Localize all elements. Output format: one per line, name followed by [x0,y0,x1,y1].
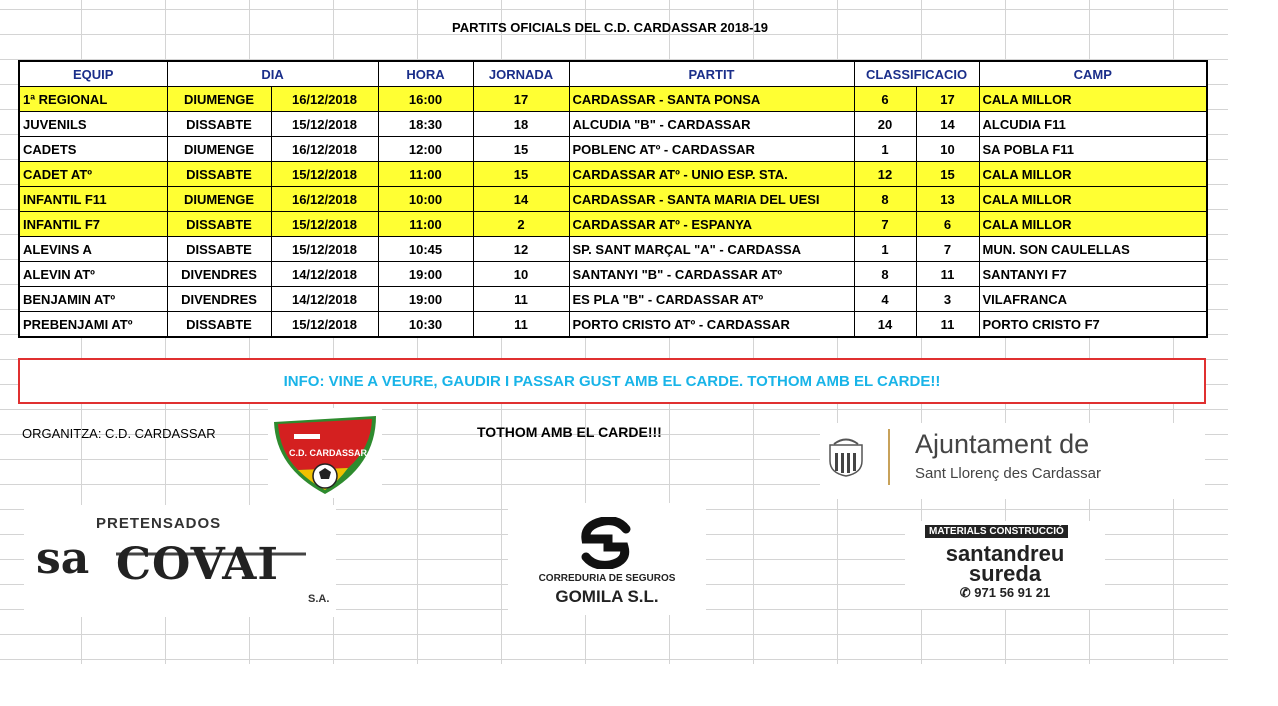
cell-classificacio-1: 8 [854,187,916,212]
cell-camp: CALA MILLOR [979,187,1207,212]
cell-dia: DISSABTE [167,237,271,262]
cell-camp: CALA MILLOR [979,87,1207,112]
gomila-name-text: GOMILA S.L. [555,587,659,606]
covai-sa-text: sa [36,533,90,584]
cell-jornada: 15 [473,162,569,187]
cell-equip: 1ª REGIONAL [19,87,167,112]
cell-dia: DIVENDRES [167,287,271,312]
cell-classificacio-2: 11 [916,312,979,338]
info-banner [18,358,1206,404]
cell-equip: PREBENJAMI ATº [19,312,167,338]
santandreu-line1: santandreu [945,541,1065,566]
cell-classificacio-2: 6 [916,212,979,237]
cell-date: 15/12/2018 [271,112,378,137]
cell-classificacio-1: 14 [854,312,916,338]
cell-classificacio-1: 20 [854,112,916,137]
covai-suffix-text: S.A. [308,593,330,605]
cell-camp: CALA MILLOR [979,162,1207,187]
cell-date: 14/12/2018 [271,262,378,287]
cell-jornada: 11 [473,287,569,312]
cell-hora: 16:00 [378,87,473,112]
info-text: INFO: VINE A VEURE, GAUDIR I PASSAR GUST AMB EL CARDE. TOTHOM AMB EL CARDE!! [283,372,941,390]
cell-classificacio-1: 1 [854,237,916,262]
table-row [19,162,1207,187]
slogan-text: TOTHOM AMB EL CARDE!!! [477,424,662,440]
cell-classificacio-1: 8 [854,262,916,287]
cell-equip: INFANTIL F7 [19,212,167,237]
table-row [19,312,1207,338]
cell-partit: CARDASSAR - SANTA PONSA [569,87,854,112]
cell-equip: CADETS [19,137,167,162]
cell-dia: DIUMENGE [167,87,271,112]
cell-dia: DISSABTE [167,212,271,237]
santandreu-phone: ✆ 971 56 91 21 [959,585,1051,600]
table-row [19,212,1207,237]
cell-camp: PORTO CRISTO F7 [979,312,1207,338]
header-dia: DIA [167,61,378,87]
santandreu-line2: sureda [968,561,1042,586]
cell-equip: INFANTIL F11 [19,187,167,212]
cell-hora: 10:00 [378,187,473,212]
ajuntament-name: Ajuntament de [915,429,1090,459]
cell-dia: DISSABTE [167,312,271,338]
cell-dia: DISSABTE [167,112,271,137]
divider [888,429,890,485]
cell-jornada: 12 [473,237,569,262]
cell-equip: BENJAMIN ATº [19,287,167,312]
cell-partit: CARDASSAR ATº - UNIO ESP. STA. [569,162,854,187]
header-classificacio: CLASSIFICACIO [854,61,979,87]
cell-camp: CALA MILLOR [979,212,1207,237]
cell-jornada: 11 [473,312,569,338]
cell-equip: CADET ATº [19,162,167,187]
matches-table [18,60,1208,338]
coat-of-arms-icon [826,435,866,477]
sponsor-gomila-logo [508,503,706,615]
header-equip: EQUIP [19,61,167,87]
cell-classificacio-2: 11 [916,262,979,287]
ajuntament-logo [820,423,1205,499]
header-partit: PARTIT [569,61,854,87]
cell-classificacio-2: 13 [916,187,979,212]
cell-dia: DISSABTE [167,162,271,187]
gomila-mark-icon [574,517,640,569]
cell-hora: 19:00 [378,287,473,312]
cell-date: 15/12/2018 [271,212,378,237]
cell-equip: ALEVINS A [19,237,167,262]
cell-classificacio-1: 12 [854,162,916,187]
cell-jornada: 10 [473,262,569,287]
gomila-sub-text: CORREDURIA DE SEGUROS [538,573,676,584]
ajuntament-sub: Sant Llorenç des Cardassar [915,465,1101,482]
cell-partit: ES PLA "B" - CARDASSAR ATº [569,287,854,312]
cell-equip: JUVENILS [19,112,167,137]
cell-classificacio-2: 3 [916,287,979,312]
cell-classificacio-2: 17 [916,87,979,112]
cell-partit: CARDASSAR ATº - ESPANYA [569,212,854,237]
cell-hora: 18:30 [378,112,473,137]
cell-camp: ALCUDIA F11 [979,112,1207,137]
cell-classificacio-1: 6 [854,87,916,112]
cell-camp: VILAFRANCA [979,287,1207,312]
table-row [19,137,1207,162]
cell-classificacio-2: 14 [916,112,979,137]
cell-partit: PORTO CRISTO ATº - CARDASSAR [569,312,854,338]
covai-main-text: COVAI [116,539,280,590]
cell-date: 15/12/2018 [271,162,378,187]
cell-date: 14/12/2018 [271,287,378,312]
cell-classificacio-1: 4 [854,287,916,312]
santandreu-top-text: MATERIALS CONSTRUCCIÓ [925,525,1068,538]
cell-jornada: 18 [473,112,569,137]
cell-date: 15/12/2018 [271,312,378,338]
cell-partit: CARDASSAR - SANTA MARIA DEL UESI [569,187,854,212]
cell-hora: 11:00 [378,162,473,187]
organitza-label: ORGANITZA: C.D. CARDASSAR [22,426,216,441]
cell-classificacio-1: 1 [854,137,916,162]
cell-jornada: 15 [473,137,569,162]
cell-hora: 11:00 [378,212,473,237]
cell-camp: SANTANYI F7 [979,262,1207,287]
table-row [19,287,1207,312]
cell-classificacio-1: 7 [854,212,916,237]
cell-classificacio-2: 10 [916,137,979,162]
cell-date: 15/12/2018 [271,237,378,262]
cell-jornada: 14 [473,187,569,212]
cell-partit: POBLENC ATº - CARDASSAR [569,137,854,162]
cell-date: 16/12/2018 [271,137,378,162]
cell-partit: ALCUDIA "B" - CARDASSAR [569,112,854,137]
cell-dia: DIUMENGE [167,187,271,212]
table-header-row [19,61,1207,87]
sponsor-santandreu-logo [905,521,1105,609]
table-row [19,262,1207,287]
header-jornada: JORNADA [473,61,569,87]
cell-date: 16/12/2018 [271,87,378,112]
cell-hora: 10:45 [378,237,473,262]
header-hora: HORA [378,61,473,87]
cell-date: 16/12/2018 [271,187,378,212]
cell-hora: 12:00 [378,137,473,162]
cell-hora: 19:00 [378,262,473,287]
cell-camp: SA POBLA F11 [979,137,1207,162]
cell-partit: SP. SANT MARÇAL "A" - CARDASSA [569,237,854,262]
cell-equip: ALEVIN ATº [19,262,167,287]
cell-dia: DIVENDRES [167,262,271,287]
club-crest-logo [268,408,382,498]
covai-top-text: PRETENSADOS [96,515,222,532]
table-row [19,237,1207,262]
header-camp: CAMP [979,61,1207,87]
cell-camp: MUN. SON CAULELLAS [979,237,1207,262]
table-row [19,87,1207,112]
table-row [19,112,1207,137]
cell-hora: 10:30 [378,312,473,338]
table-row [19,187,1207,212]
cell-jornada: 17 [473,87,569,112]
sponsor-covai-logo [24,505,336,617]
cell-jornada: 2 [473,212,569,237]
svg-text:C.D. CARDASSAR: C.D. CARDASSAR [288,448,368,458]
cell-classificacio-2: 7 [916,237,979,262]
cell-dia: DIUMENGE [167,137,271,162]
cell-partit: SANTANYI "B" - CARDASSAR ATº [569,262,854,287]
page-title: PARTITS OFICIALS DEL C.D. CARDASSAR 2018-19 [452,20,768,35]
cell-classificacio-2: 15 [916,162,979,187]
